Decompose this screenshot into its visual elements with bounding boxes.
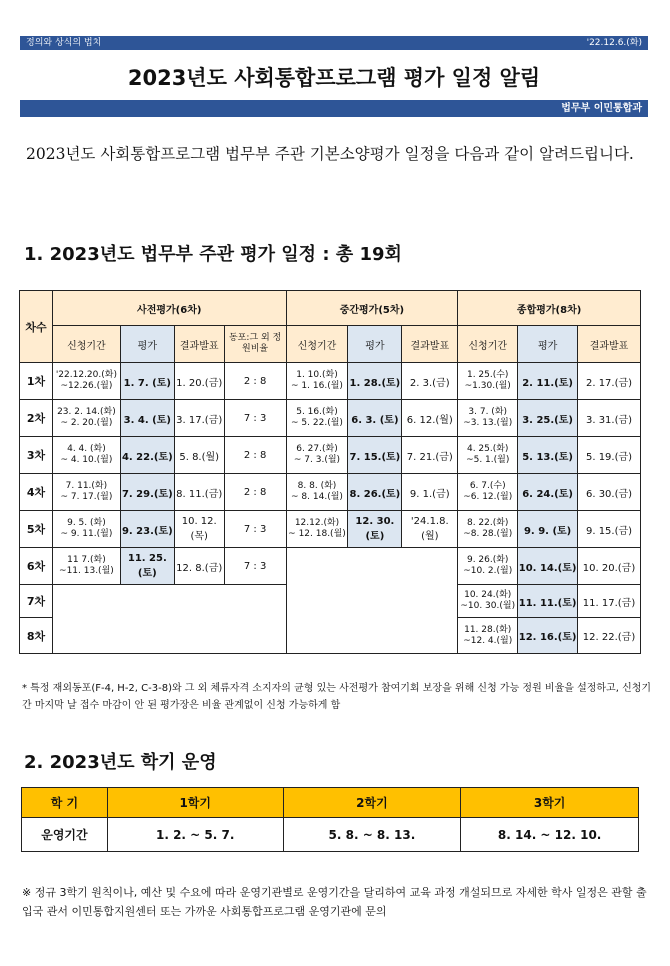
round-label: 7차 bbox=[20, 585, 53, 618]
apply-start: 23. 2. 14.(화) bbox=[57, 407, 116, 417]
final-exam-date: 5. 13.(토) bbox=[518, 437, 578, 474]
mid-result-date: '24.1.8.(월) bbox=[402, 511, 458, 548]
semester-note: ※ 정규 3학기 원칙이나, 예산 및 수요에 따라 운영기관별로 운영기간을 달리하여 교육 과정 개설되므로 자세한 학사 일정은 관할 출입국 관서 이민통합지원센터 또는 가까운 사회통합프로그램 운영기관에 문의 bbox=[22, 886, 647, 918]
apply-start: 9. 5. (화) bbox=[67, 518, 106, 528]
apply-start: '22.12.20.(화) bbox=[55, 370, 117, 380]
col-header: 신청기간 bbox=[286, 326, 348, 363]
pre-ratio: 2 : 8 bbox=[224, 437, 286, 474]
final-result-date: 11. 17.(금) bbox=[578, 585, 641, 618]
semester-table bbox=[21, 787, 639, 852]
final-apply-period bbox=[458, 618, 518, 654]
final-apply-period bbox=[458, 585, 518, 618]
pre-result-date: 12. 8.(금) bbox=[174, 548, 224, 585]
apply-end: ~ 1. 16.(월) bbox=[291, 381, 343, 391]
mid-result-date: 7. 21.(금) bbox=[402, 437, 458, 474]
mid-apply-period bbox=[286, 363, 348, 400]
final-exam-date: 2. 11.(토) bbox=[518, 363, 578, 400]
final-exam-date: 11. 11.(토) bbox=[518, 585, 578, 618]
apply-end: ~ 7. 17.(월) bbox=[60, 492, 113, 502]
semester-2-header: 2학기 bbox=[283, 788, 461, 818]
mid-result-date: 9. 1.(금) bbox=[402, 474, 458, 511]
table-row bbox=[20, 511, 641, 548]
table-row bbox=[20, 363, 641, 400]
final-apply-period bbox=[458, 400, 518, 437]
pre-result-date: 5. 8.(월) bbox=[174, 437, 224, 474]
final-apply-period bbox=[458, 474, 518, 511]
apply-start: 6. 7.(수) bbox=[469, 481, 506, 491]
pre-apply-period bbox=[52, 511, 120, 548]
mid-result-date: 2. 3.(금) bbox=[402, 363, 458, 400]
period-label: 운영기간 bbox=[22, 818, 108, 852]
round-label: 6차 bbox=[20, 548, 53, 585]
final-result-date: 3. 31.(금) bbox=[578, 400, 641, 437]
apply-start: 11. 28.(화) bbox=[464, 624, 512, 635]
final-exam-date: 10. 14.(토) bbox=[518, 548, 578, 585]
ratio-note: * 특정 재외동포(F-4, H-2, C-3-8)와 그 외 체류자격 소지자의 균형 있는 사전평가 참여기회 보장을 위해 신청 가능 정원 비율을 설정하고, 신청기간 마지막 날 접수 마감이 안 된 평가장은 비율 관계없이 신청 가능하게 함 bbox=[22, 683, 652, 711]
col-header: 평가 bbox=[518, 326, 578, 363]
apply-start: 7. 11.(화) bbox=[65, 481, 108, 491]
group-final: 종합평가(8차) bbox=[458, 291, 641, 326]
pre-ratio: 7 : 3 bbox=[224, 400, 286, 437]
table-row bbox=[20, 400, 641, 437]
pre-result-date: 10. 12.(목) bbox=[174, 511, 224, 548]
pre-apply-period bbox=[52, 363, 120, 400]
final-result-date: 6. 30.(금) bbox=[578, 474, 641, 511]
mid-apply-period bbox=[286, 511, 348, 548]
evaluation-schedule-table bbox=[19, 290, 641, 654]
round-header: 차수 bbox=[20, 291, 53, 363]
apply-start: 8. 22.(화) bbox=[466, 518, 509, 528]
round-label: 5차 bbox=[20, 511, 53, 548]
mid-apply-period bbox=[286, 437, 348, 474]
col-header: 결과발표 bbox=[578, 326, 641, 363]
apply-start: 11 7.(화) bbox=[67, 555, 106, 565]
group-pre: 사전평가(6차) bbox=[52, 291, 286, 326]
apply-start: 1. 10.(화) bbox=[296, 370, 338, 380]
final-result-date: 12. 22.(금) bbox=[578, 618, 641, 654]
semester-header: 학 기 bbox=[22, 788, 108, 818]
round-label: 8차 bbox=[20, 618, 53, 654]
mid-apply-period bbox=[286, 474, 348, 511]
apply-end: ~ 8. 14.(월) bbox=[291, 492, 343, 502]
pre-result-date: 1. 20.(금) bbox=[174, 363, 224, 400]
mid-exam-date: 12. 30.(토) bbox=[348, 511, 402, 548]
section1-title: 1. 2023년도 법무부 주관 평가 일정 : 총 19회 bbox=[24, 244, 402, 265]
pre-ratio: 2 : 8 bbox=[224, 474, 286, 511]
col-header: 신청기간 bbox=[52, 326, 120, 363]
apply-start: 1. 25.(수) bbox=[466, 370, 509, 380]
pre-exam-date: 7. 29.(토) bbox=[120, 474, 174, 511]
pre-apply-period bbox=[52, 400, 120, 437]
col-header: 평가 bbox=[120, 326, 174, 363]
final-exam-date: 6. 24.(토) bbox=[518, 474, 578, 511]
semester-3-header: 3학기 bbox=[461, 788, 639, 818]
apply-start: 12.12.(화) bbox=[294, 518, 340, 528]
pre-exam-date: 3. 4. (토) bbox=[120, 400, 174, 437]
pre-ratio: 2 : 8 bbox=[224, 363, 286, 400]
mid-result-date: 6. 12.(월) bbox=[402, 400, 458, 437]
apply-start: 10. 24.(화) bbox=[464, 590, 512, 600]
pre-apply-period bbox=[52, 474, 120, 511]
apply-end: ~ 2. 20.(월) bbox=[60, 418, 113, 428]
apply-end: ~8. 28.(월) bbox=[463, 529, 513, 539]
round-label: 2차 bbox=[20, 400, 53, 437]
apply-start: 5. 16.(화) bbox=[296, 407, 338, 417]
apply-end: ~6. 12.(월) bbox=[463, 492, 513, 502]
final-apply-period bbox=[458, 511, 518, 548]
pre-exam-date: 9. 23.(토) bbox=[120, 511, 174, 548]
round-label: 1차 bbox=[20, 363, 53, 400]
empty-mid bbox=[286, 548, 458, 654]
department-banner: 법무부 이민통합과 bbox=[20, 100, 648, 117]
apply-start: 3. 7. (화) bbox=[468, 407, 508, 417]
apply-end: ~ 7. 3.(월) bbox=[293, 455, 341, 465]
apply-end: ~12. 4.(월) bbox=[463, 635, 513, 646]
apply-start: 4. 4. (화) bbox=[67, 444, 106, 454]
pre-exam-date: 1. 7. (토) bbox=[120, 363, 174, 400]
mid-exam-date: 1. 28.(토) bbox=[348, 363, 402, 400]
empty-pre bbox=[52, 585, 286, 654]
pre-exam-date: 4. 22.(토) bbox=[120, 437, 174, 474]
pre-result-date: 3. 17.(금) bbox=[174, 400, 224, 437]
final-result-date: 5. 19.(금) bbox=[578, 437, 641, 474]
table-row bbox=[20, 548, 641, 585]
semester-2-period: 5. 8. ~ 8. 13. bbox=[283, 818, 461, 852]
pre-apply-period bbox=[52, 437, 120, 474]
semester-1-header: 1학기 bbox=[107, 788, 283, 818]
mid-exam-date: 6. 3. (토) bbox=[348, 400, 402, 437]
pre-apply-period bbox=[52, 548, 120, 585]
round-label: 3차 bbox=[20, 437, 53, 474]
pre-result-date: 8. 11.(금) bbox=[174, 474, 224, 511]
col-header: 신청기간 bbox=[458, 326, 518, 363]
semester-3-period: 8. 14. ~ 12. 10. bbox=[461, 818, 639, 852]
table-row bbox=[20, 474, 641, 511]
apply-start: 6. 27.(화) bbox=[296, 444, 338, 454]
slogan: 정의와 상식의 법치 bbox=[26, 38, 102, 48]
col-header: 결과발표 bbox=[402, 326, 458, 363]
mid-apply-period bbox=[286, 400, 348, 437]
pre-ratio: 7 : 3 bbox=[224, 548, 286, 585]
apply-end: ~11. 13.(월) bbox=[59, 566, 114, 576]
apply-start: 4. 25.(화) bbox=[466, 444, 509, 454]
final-result-date: 9. 15.(금) bbox=[578, 511, 641, 548]
final-exam-date: 12. 16.(토) bbox=[518, 618, 578, 654]
final-result-date: 2. 17.(금) bbox=[578, 363, 641, 400]
round-label: 4차 bbox=[20, 474, 53, 511]
mid-exam-date: 7. 15.(토) bbox=[348, 437, 402, 474]
col-header: 동포:그 외 정원비율 bbox=[224, 326, 286, 363]
apply-end: ~12.26.(월) bbox=[60, 381, 113, 391]
apply-end: ~3. 13.(월) bbox=[463, 418, 513, 428]
apply-start: 9. 26.(화) bbox=[466, 555, 509, 565]
pre-ratio: 7 : 3 bbox=[224, 511, 286, 548]
apply-end: ~1.30.(월) bbox=[464, 381, 511, 391]
apply-end: ~10. 2.(월) bbox=[463, 566, 513, 576]
page-title: 2023년도 사회통합프로그램 평가 일정 알림 bbox=[127, 66, 541, 90]
final-exam-date: 3. 25.(토) bbox=[518, 400, 578, 437]
date: '22.12.6.(화) bbox=[586, 38, 642, 48]
apply-end: ~ 12. 18.(월) bbox=[288, 529, 346, 539]
apply-end: ~ 4. 10.(월) bbox=[60, 455, 113, 465]
mid-exam-date: 8. 26.(토) bbox=[348, 474, 402, 511]
semester-1-period: 1. 2. ~ 5. 7. bbox=[107, 818, 283, 852]
intro-text: 2023년도 사회통합프로그램 법무부 주관 기본소양평가 일정을 다음과 같이 알려드립니다. bbox=[26, 145, 634, 163]
col-header: 결과발표 bbox=[174, 326, 224, 363]
top-banner bbox=[20, 36, 648, 50]
table-row bbox=[20, 437, 641, 474]
apply-end: ~ 5. 22.(월) bbox=[291, 418, 343, 428]
apply-end: ~5. 1.(월) bbox=[466, 455, 510, 465]
section2-title: 2. 2023년도 학기 운영 bbox=[24, 752, 217, 773]
final-apply-period bbox=[458, 548, 518, 585]
final-result-date: 10. 20.(금) bbox=[578, 548, 641, 585]
col-header: 평가 bbox=[348, 326, 402, 363]
pre-exam-date: 11. 25.(토) bbox=[120, 548, 174, 585]
final-exam-date: 9. 9. (토) bbox=[518, 511, 578, 548]
apply-start: 8. 8. (화) bbox=[297, 481, 337, 491]
final-apply-period bbox=[458, 363, 518, 400]
final-apply-period bbox=[458, 437, 518, 474]
apply-end: ~10. 30.(월) bbox=[460, 601, 516, 611]
group-mid: 중간평가(5차) bbox=[286, 291, 458, 326]
apply-end: ~ 9. 11.(월) bbox=[60, 529, 113, 539]
